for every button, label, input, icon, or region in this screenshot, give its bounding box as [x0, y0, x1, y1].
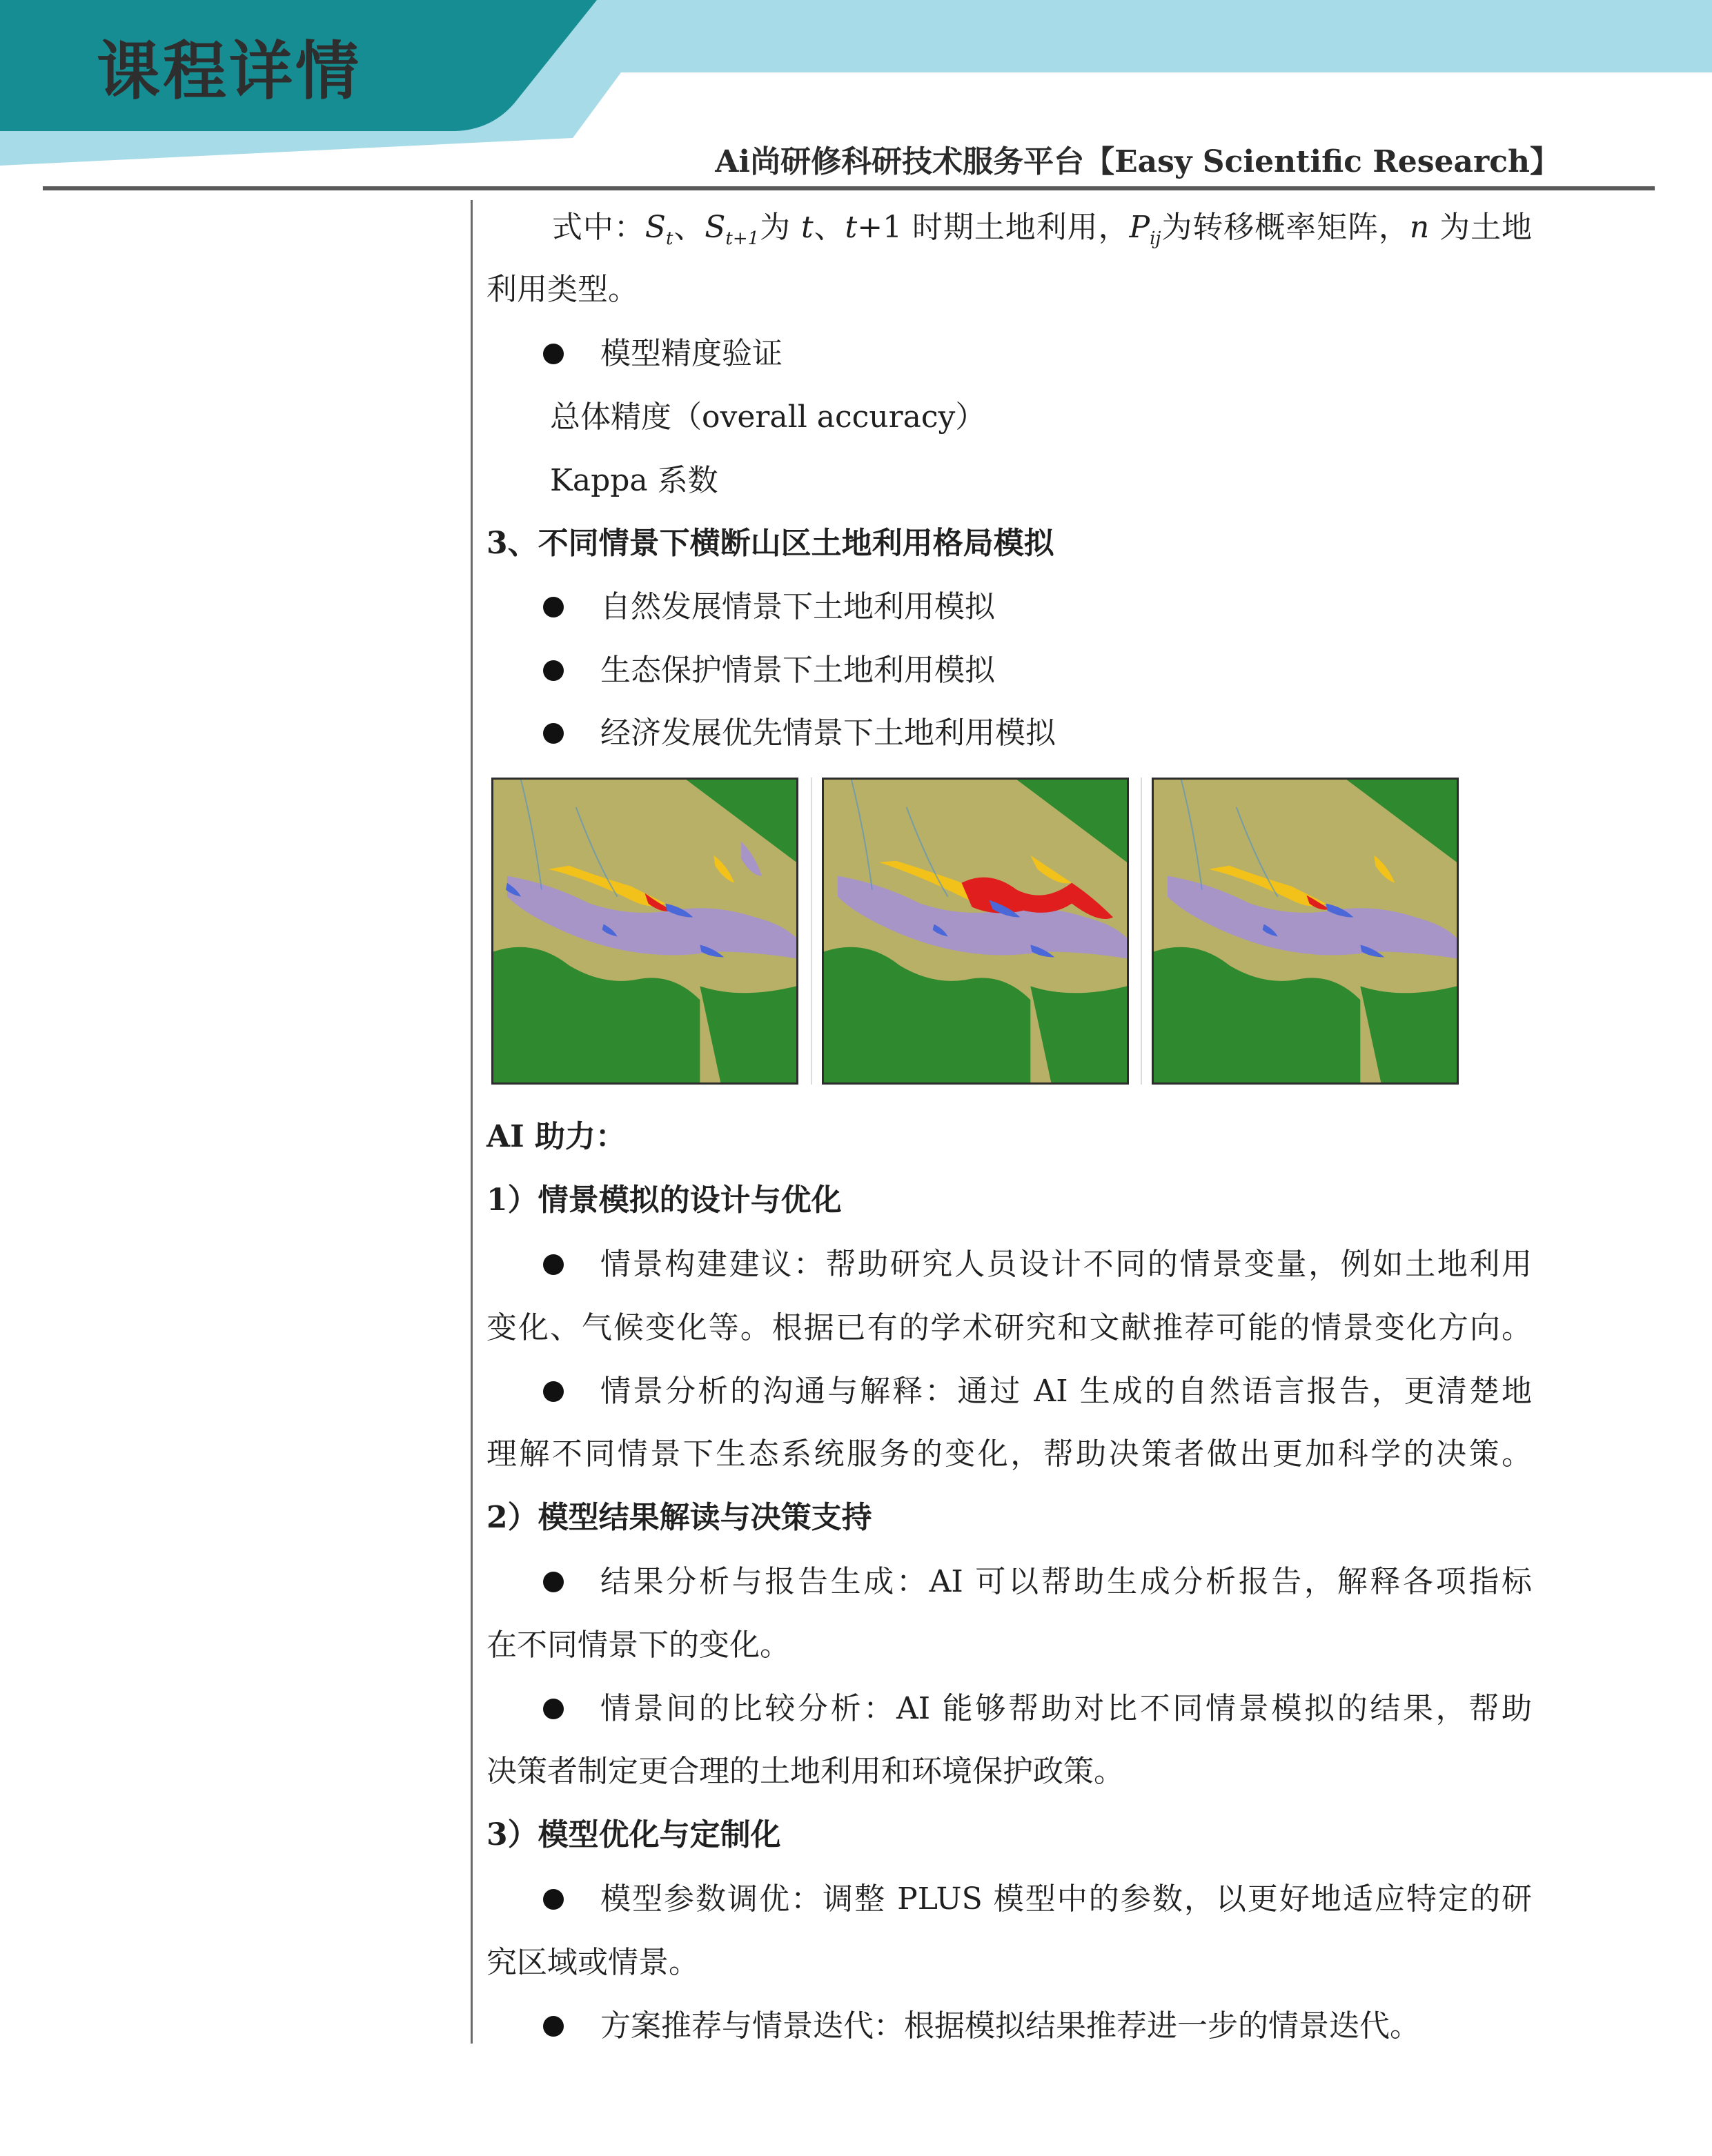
formula-note-cont: 利用类型。	[486, 272, 638, 307]
platform-name: Ai尚研修科研技术服务平台【Easy Scientific Research】	[715, 144, 1560, 179]
overall-accuracy: 总体精度（overall accuracy）	[550, 399, 986, 435]
scenario-build-suggestion-cont: 变化、气候变化等。根据已有的学术研究和文献推荐可能的情景变化方向。	[486, 1310, 1532, 1345]
result-analysis-cont: 在不同情景下的变化。	[486, 1628, 790, 1663]
scenario-item: 生态保护情景下土地利用模拟	[600, 653, 995, 688]
scenario-comparison-cont: 决策者制定更合理的土地利用和环境保护政策。	[486, 1754, 1124, 1789]
bullet-icon	[543, 1699, 564, 1719]
bullet-icon	[543, 2016, 564, 2037]
formula-note: 式中：$S_t$、$S_{t+1}$为 t、t+1 时期土地利用，$P_{ij}$为转移概率矩阵，n 为土地	[552, 210, 1532, 249]
accuracy-bullet: 模型精度验证	[600, 336, 783, 371]
bullet-icon	[543, 660, 564, 681]
scenario-maps	[491, 778, 1461, 1088]
bullet-icon	[543, 1572, 564, 1592]
bullet-icon	[543, 1254, 564, 1275]
scenario-build-suggestion: 情景构建建议：帮助研究人员设计不同的情景变量，例如土地利用	[600, 1247, 1532, 1282]
ai-heading: AI 助力：	[486, 1119, 627, 1154]
scenario-iteration: 方案推荐与情景迭代：根据模拟结果推荐进一步的情景迭代。	[600, 2008, 1420, 2044]
scenario-item: 经济发展优先情景下土地利用模拟	[600, 715, 1056, 751]
result-analysis: 结果分析与报告生成：AI 可以帮助生成分析报告，解释各项指标	[600, 1564, 1532, 1599]
map-natural-development	[491, 778, 798, 1085]
margin-rule	[471, 200, 473, 2044]
parameter-tuning-cont: 究区域或情景。	[486, 1945, 699, 1980]
map-divider	[1141, 778, 1142, 1085]
bullet-icon	[543, 597, 564, 617]
scenario-communication-cont: 理解不同情景下生态系统服务的变化，帮助决策者做出更加科学的决策。	[486, 1436, 1532, 1472]
header-banner	[0, 0, 1712, 179]
header-divider	[43, 186, 1655, 190]
map-economic-priority	[1152, 778, 1459, 1085]
map-divider	[811, 778, 812, 1085]
scenario-item: 自然发展情景下土地利用模拟	[600, 589, 995, 624]
parameter-tuning: 模型参数调优：调整 PLUS 模型中的参数，以更好地适应特定的研	[600, 1881, 1532, 1917]
map-ecological-protection	[822, 778, 1129, 1085]
scenario-communication: 情景分析的沟通与解释：通过 AI 生成的自然语言报告，更清楚地	[600, 1374, 1532, 1409]
kappa-coefficient: Kappa 系数	[550, 463, 718, 498]
subsection-1-heading: 1）情景模拟的设计与优化	[486, 1183, 842, 1218]
bullet-icon	[543, 723, 564, 744]
bullet-icon	[543, 344, 564, 364]
bullet-icon	[543, 1889, 564, 1910]
page-title: 课程详情	[97, 34, 362, 108]
subsection-3-heading: 3）模型优化与定制化	[486, 1817, 781, 1852]
bullet-icon	[543, 1381, 564, 1402]
subsection-2-heading: 2）模型结果解读与决策支持	[486, 1500, 872, 1535]
scenario-comparison: 情景间的比较分析：AI 能够帮助对比不同情景模拟的结果，帮助	[600, 1691, 1532, 1726]
section-3-heading: 3、不同情景下横断山区土地利用格局模拟	[486, 526, 1054, 561]
